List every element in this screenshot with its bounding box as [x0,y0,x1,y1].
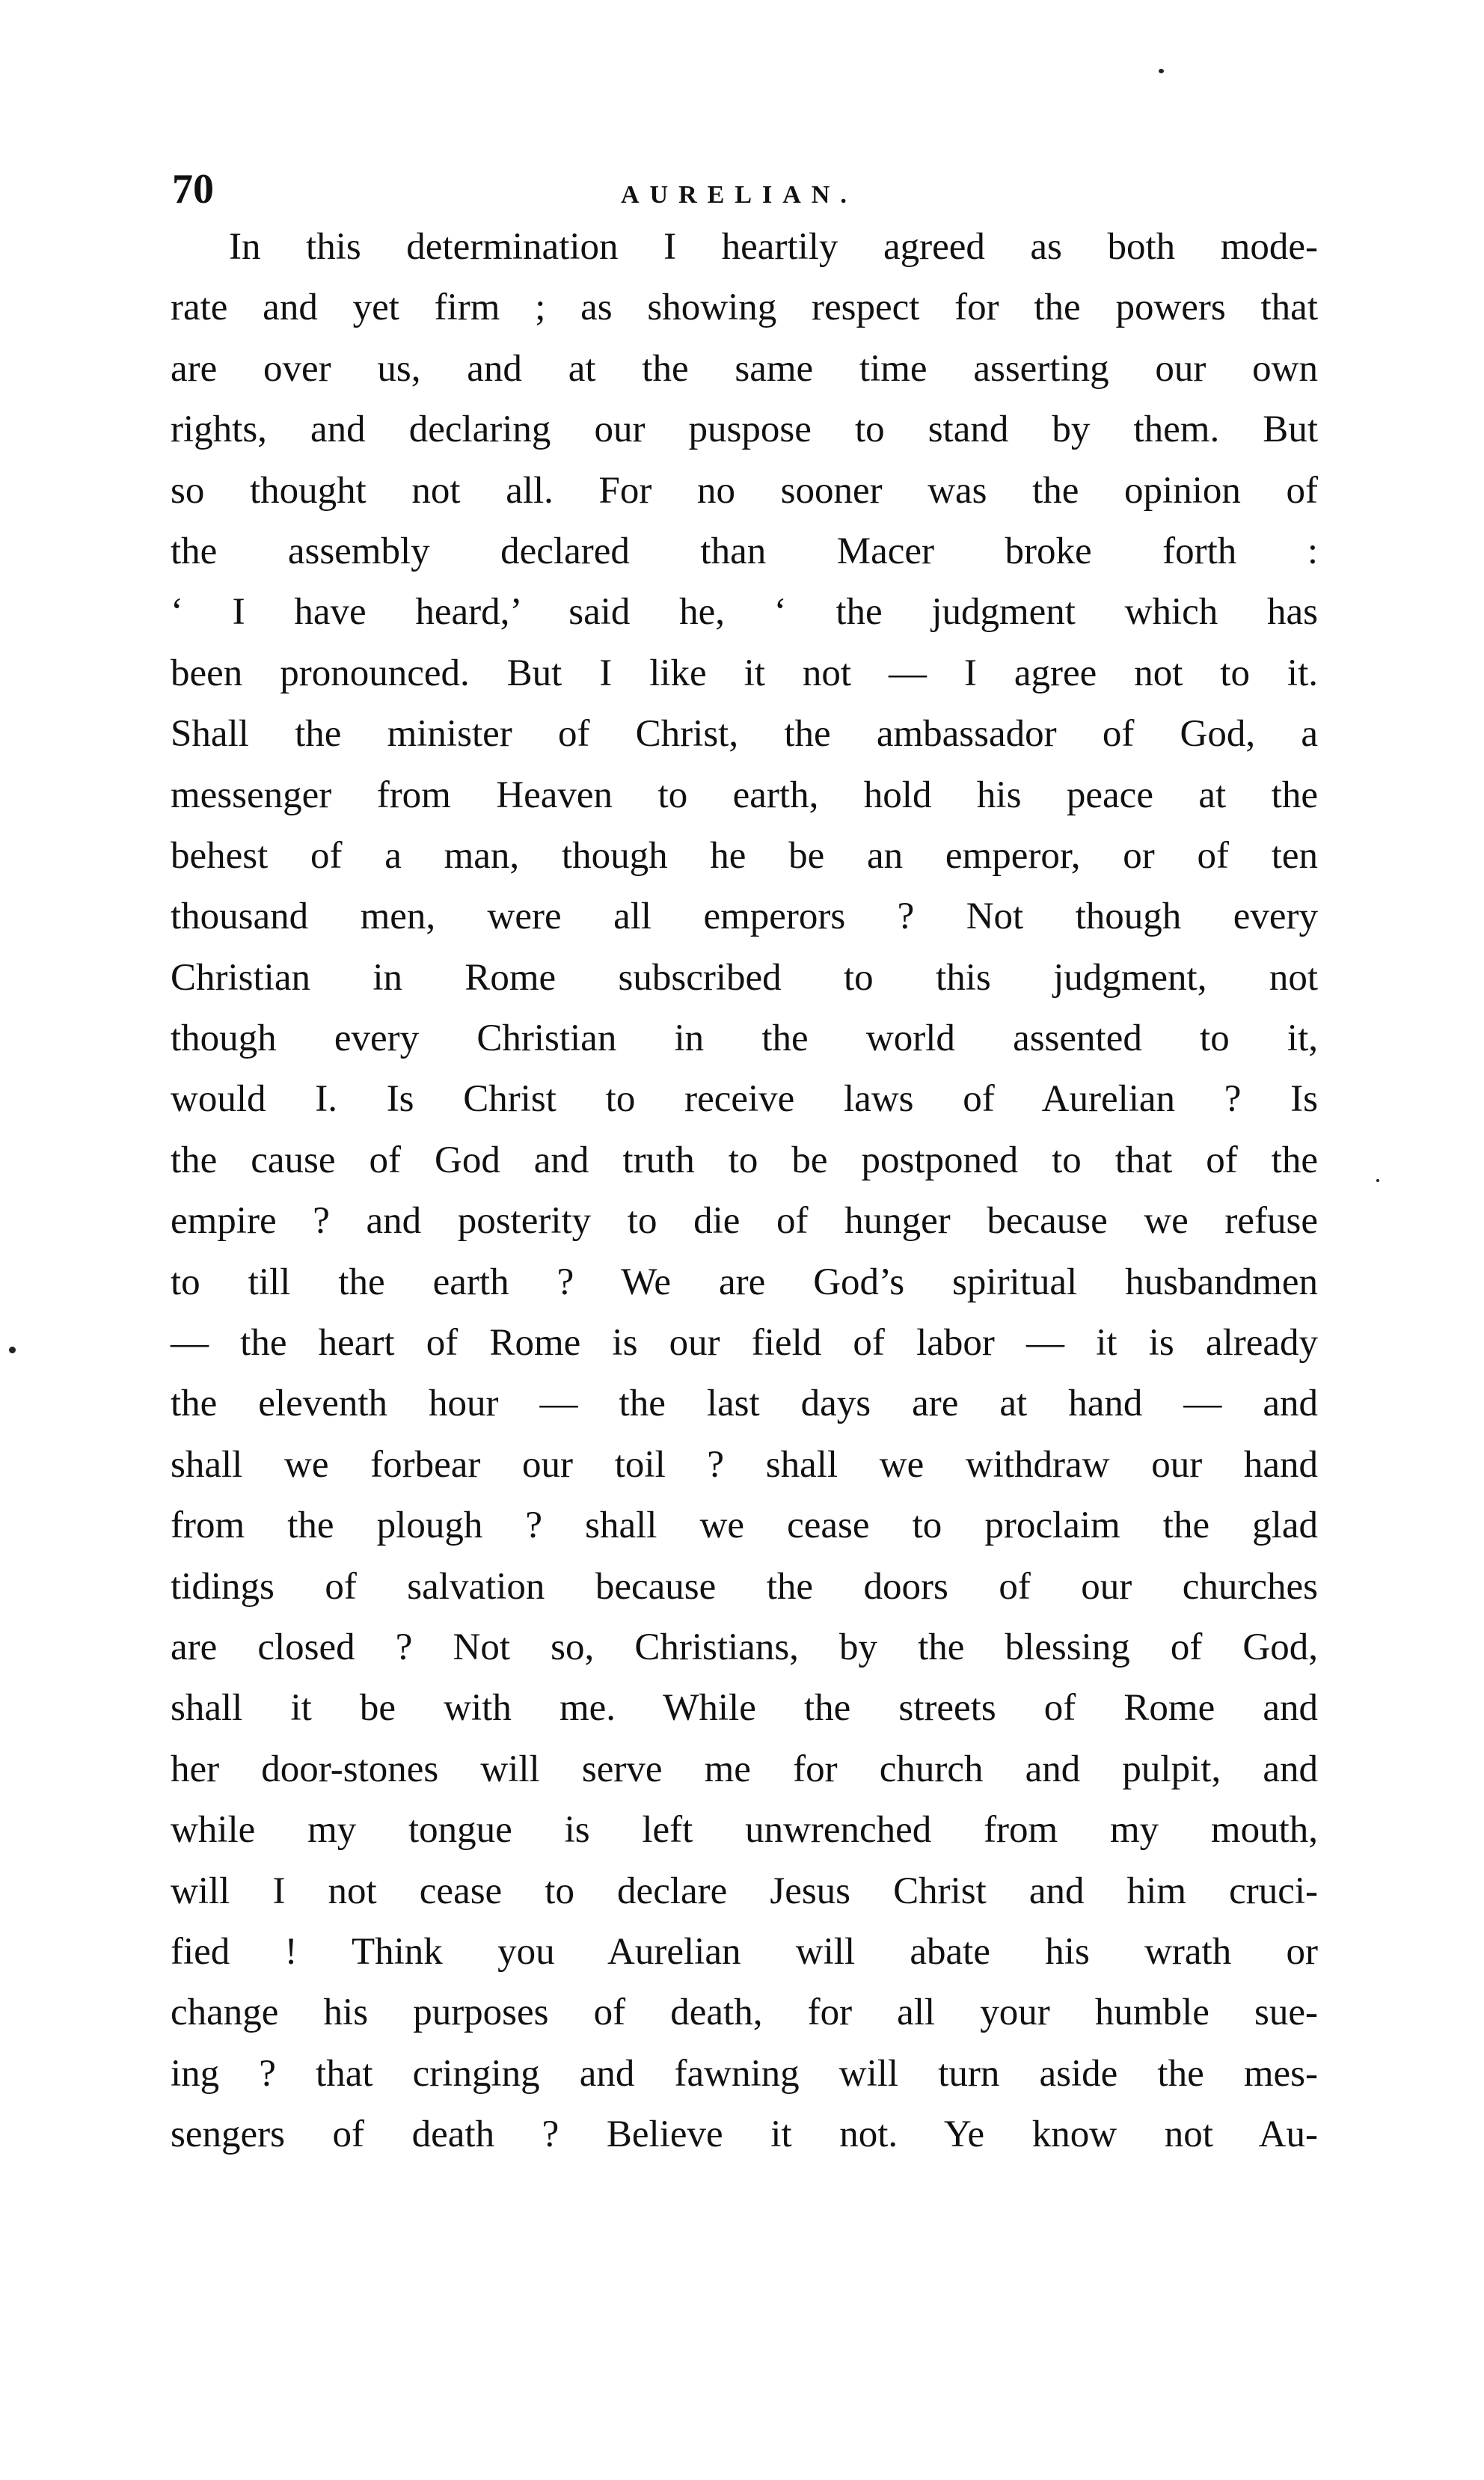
text-line: Shall the minister of Christ, the ambassador of God, a [171,713,1318,756]
page-body-text [171,217,1318,2166]
text-line: while my tongue is left unwrenched from my mouth, [171,1809,1318,1852]
text-line: sengers of death ? Believe it not. Ye know not Au- [171,2113,1318,2156]
text-line: the assembly declared than Macer broke forth : [171,530,1318,572]
text-line: messenger from Heaven to earth, hold his peace at the [171,774,1318,816]
text-line: empire ? and posterity to die of hunger because we refuse [171,1200,1318,1243]
text-line: shall it be with me. While the streets of Rome and [171,1687,1318,1730]
text-line: from the plough ? shall we cease to proclaim the glad [171,1504,1318,1547]
text-line: In this determination I heartily agreed as both mode- [229,226,1318,268]
text-line: would I. Is Christ to receive laws of Aurelian ? Is [171,1078,1318,1121]
text-line: to till the earth ? We are God’s spiritual husbandmen [171,1261,1318,1303]
text-line: shall we forbear our toil ? shall we withdraw our hand [171,1443,1318,1486]
text-line: fied ! Think you Aurelian will abate his wrath or [171,1930,1318,1973]
text-line: rate and yet firm ; as showing respect for the powers that [171,287,1318,329]
scan-speck [1159,69,1164,73]
text-line: the cause of God and truth to be postponed to that of the [171,1139,1318,1181]
text-line: will I not cease to declare Jesus Christ and him cruci- [171,1870,1318,1912]
text-line: behest of a man, though he be an emperor, or of ten [171,834,1318,877]
text-line: ing ? that cringing and fawning will turn aside the mes- [171,2052,1318,2095]
text-line: tidings of salvation because the doors of our churches [171,1565,1318,1608]
running-title: AURELIAN. [621,181,857,209]
text-line: her door-stones will serve me for church and pulpit, and [171,1748,1318,1790]
text-line: are over us, and at the same time asserting our own [171,347,1318,390]
text-line: are closed ? Not so, Christians, by the blessing of God, [171,1626,1318,1668]
text-line: change his purposes of death, for all your humble sue- [171,1991,1318,2034]
text-line: though every Christian in the world assented to it, [171,1017,1318,1060]
page-number: 70 [172,166,214,212]
text-line: rights, and declaring our puspose to stand by them. But [171,408,1318,451]
scan-speck [9,1347,16,1353]
text-line: ‘ I have heard,’ said he, ‘ the judgment which has [171,591,1318,634]
text-line: Christian in Rome subscribed to this judgment, not [171,956,1318,999]
text-line: — the heart of Rome is our field of labor — it is already [171,1322,1318,1365]
text-line: the eleventh hour — the last days are at hand — and [171,1383,1318,1425]
text-line: thousand men, were all emperors ? Not though every [171,895,1318,938]
text-line: so thought not all. For no sooner was the opinion of [171,469,1318,512]
text-line: been pronounced. But I like it not — I agree not to it. [171,652,1318,694]
scan-speck [1376,1179,1379,1182]
